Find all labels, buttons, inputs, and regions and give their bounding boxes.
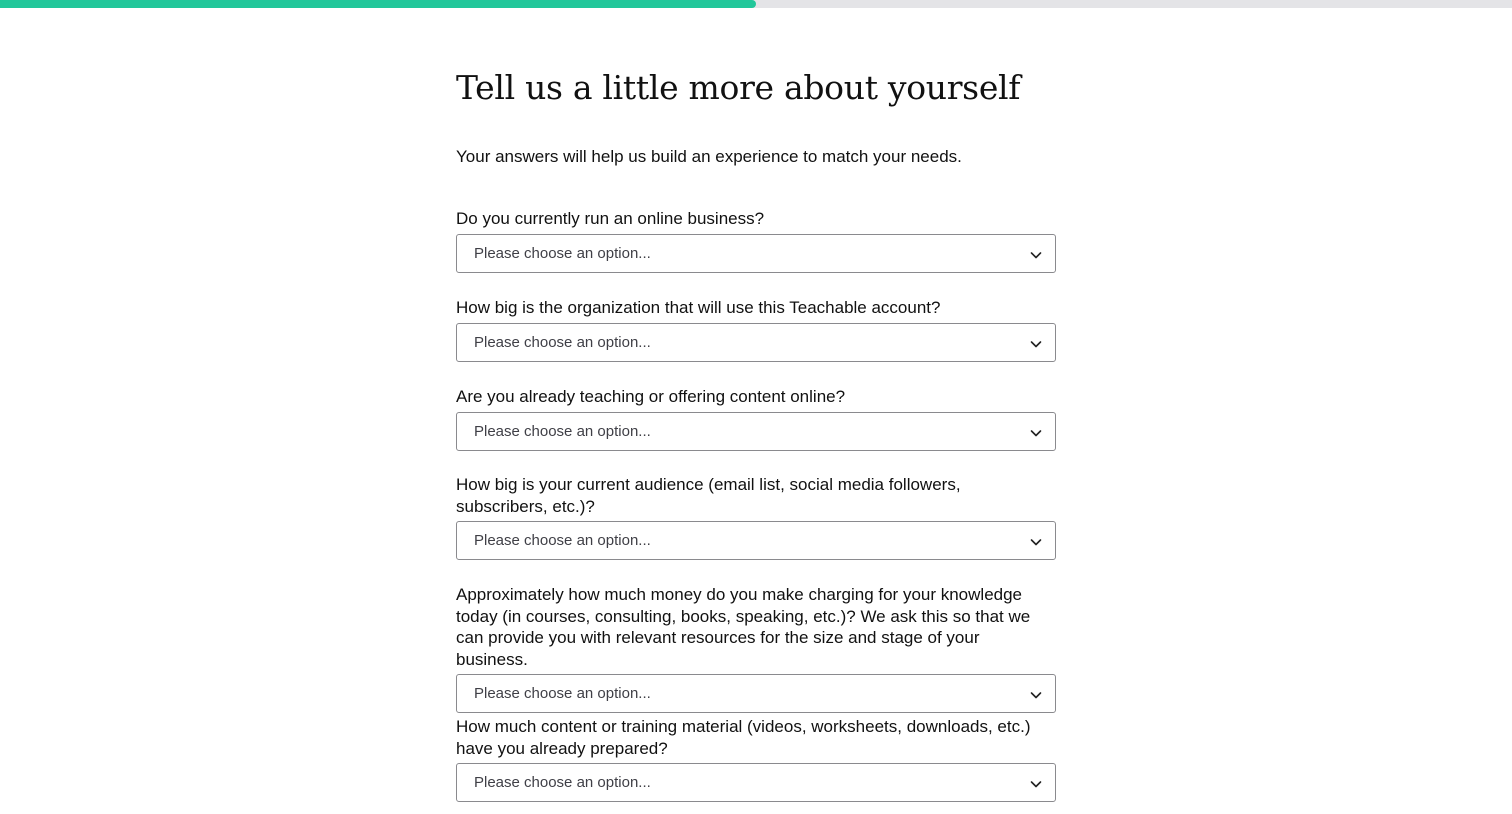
chevron-down-icon	[1029, 248, 1043, 262]
select-placeholder: Please choose an option...	[474, 333, 651, 351]
question-teaching-online	[456, 386, 1056, 451]
question-label: How big is the organization that will use this Teachable account?	[456, 298, 941, 317]
progress-bar	[0, 0, 1512, 8]
page-title: Tell us a little more about yourself	[456, 68, 1021, 107]
question-audience-size	[456, 474, 1056, 560]
question-organization-size	[456, 297, 1056, 362]
question-revenue	[456, 584, 1056, 713]
select-placeholder: Please choose an option...	[474, 422, 651, 440]
question-label: How much content or training material (videos, worksheets, downloads, etc.) have you already prepared?	[456, 717, 1031, 758]
question-label: Approximately how much money do you make charging for your knowledge today (in courses, consulting, books, speaking, etc.)? We ask this so that we can provide you with relevant resources for the size and stage of your business.	[456, 585, 1031, 669]
teaching-online-select[interactable]	[456, 412, 1056, 451]
chevron-down-icon	[1029, 426, 1043, 440]
online-business-select[interactable]	[456, 234, 1056, 273]
organization-size-select[interactable]	[456, 323, 1056, 362]
chevron-down-icon	[1029, 337, 1043, 351]
chevron-down-icon	[1029, 535, 1043, 549]
chevron-down-icon	[1029, 688, 1043, 702]
question-label: How big is your current audience (email list, social media followers, subscribers, etc.)?	[456, 475, 961, 516]
content-prepared-select[interactable]	[456, 763, 1056, 802]
select-placeholder: Please choose an option...	[474, 685, 651, 702]
select-placeholder: Please choose an option...	[474, 532, 651, 549]
select-placeholder: Please choose an option...	[474, 244, 651, 262]
progress-bar-fill	[0, 0, 756, 8]
question-online-business	[456, 208, 1056, 273]
question-label: Do you currently run an online business?	[456, 209, 765, 228]
chevron-down-icon	[1029, 777, 1043, 791]
question-content-prepared	[456, 716, 1056, 802]
question-label: Are you already teaching or offering content online?	[456, 387, 846, 406]
audience-size-select[interactable]	[456, 521, 1056, 560]
revenue-select[interactable]	[456, 674, 1056, 713]
select-placeholder: Please choose an option...	[474, 774, 651, 791]
page-subtitle: Your answers will help us build an experience to match your needs.	[456, 147, 962, 166]
